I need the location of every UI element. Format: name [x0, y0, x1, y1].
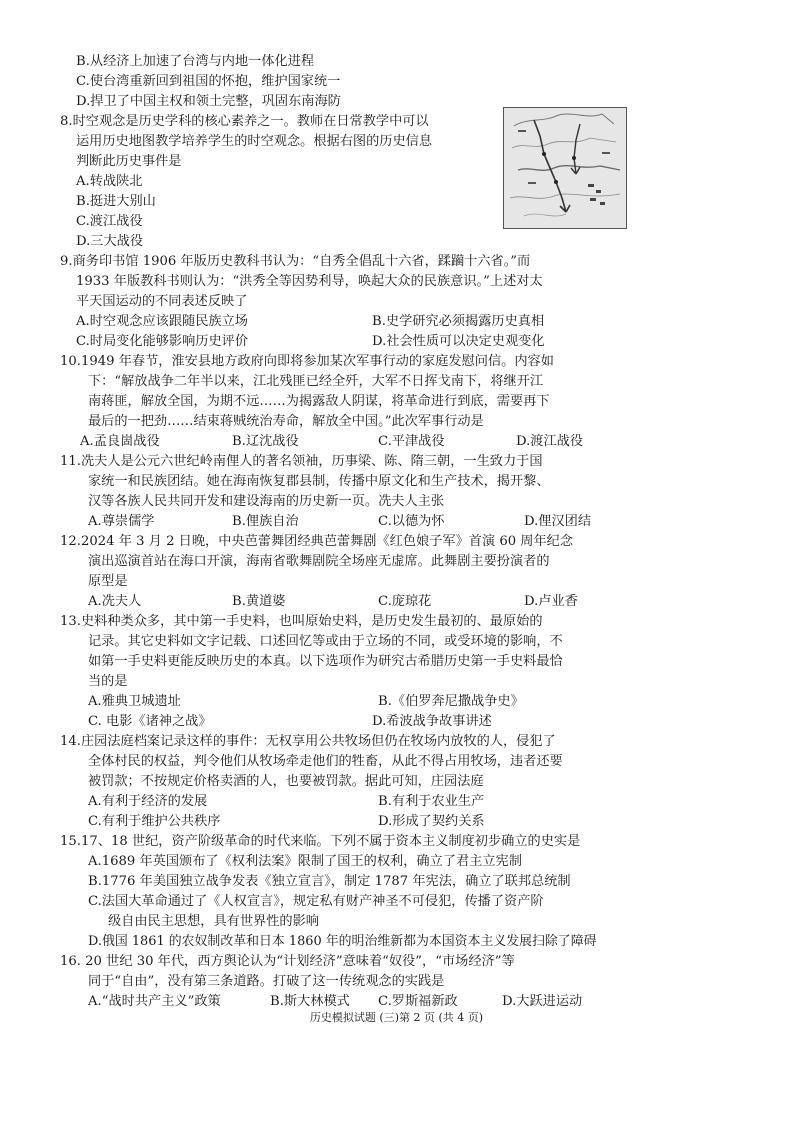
q7-option-b: B.从经济上加速了台湾与内地一体化进程	[76, 54, 315, 69]
q10-stem-line: 南蒋匪，解放全国，为期不远……为揭露敌人阴谋，将革命进行到底，需要再下	[88, 394, 550, 409]
q10-option-b: B.辽沈战役	[232, 434, 299, 449]
q14-option-a: A.有利于经济的发展	[88, 794, 208, 809]
q14-stem-line: 14.庄园法庭档案记录这样的事件：无权享用公共牧场但仍在牧场内放牧的人，侵犯了	[60, 734, 556, 749]
page-footer: 历史模拟试题 (三)第 2 页 (共 4 页)	[309, 1011, 484, 1024]
q16-option-b: B.斯大林模式	[270, 994, 350, 1009]
q9-stem-line: 9.商务印书馆 1906 年版历史教科书认为：“自秀全倡乱十六省，蹂躏十六省。”而	[60, 254, 531, 269]
q11-option-c: C.以德为怀	[378, 514, 445, 529]
q16-stem-line: 16. 20 世纪 30 年代，西方舆论认为“计划经济”意味着“奴役”，“市场经济”等	[60, 954, 515, 969]
q11-stem-line: 家统一和民族团结。她在海南恢复郡县制，传播中原文化和生产技术，揭开黎、	[88, 474, 550, 489]
q14-stem-line: 全体村民的权益，判令他们从牧场牵走他们的牲畜，从此不得占用牧场，违者还要	[88, 754, 563, 769]
q15-option-d: D.俄国 1861 的农奴制改革和日本 1860 年的明治维新都为本国资本主义发展扫除了障碍	[88, 934, 597, 949]
q12-stem-line: 演出巡演首站在海口开演，海南省歌舞剧院全场座无虚席。此舞剧主要扮演者的	[88, 554, 550, 569]
historical-map-image	[503, 107, 627, 229]
q14-option-c: C.有利于维护公共秩序	[88, 814, 221, 829]
q9-stem-line: 1933 年版教科书则认为：“洪秀全等因势利导，唤起大众的民族意识。”上述对太	[76, 274, 543, 289]
q13-stem-line: 13.史料种类众多，其中第一手史料，也叫原始史料，是历史发生最初的、最原始的	[60, 614, 543, 629]
q10-stem-line: 最后的一把劲……结束蒋贼统治寿命，解放全中国。”此次军事行动是	[88, 414, 484, 429]
q12-stem-line: 原型是	[88, 574, 128, 589]
q9-stem-line: 平天国运动的不同表述反映了	[76, 294, 248, 309]
q15-option-a: A.1689 年英国颁布了《权利法案》限制了国王的权利，确立了君主立宪制	[88, 854, 522, 869]
q16-stem-line: 同于“自由”，没有第三条道路。打破了这一传统观念的实践是	[88, 974, 445, 989]
q11-option-d: D.俚汉团结	[524, 514, 592, 529]
q15-option-b: B.1776 年美国独立战争发表《独立宣言》，制定 1787 年宪法，确立了联邦总统制	[88, 874, 571, 889]
q13-option-a: A.雅典卫城遗址	[88, 694, 181, 709]
q13-option-b: B.《伯罗奔尼撒战争史》	[378, 694, 524, 709]
q11-option-a: A.尊崇儒学	[88, 514, 155, 529]
q9-option-b: B.史学研究必须揭露历史真相	[372, 314, 545, 329]
q15-option-c: C.法国大革命通过了《人权宣言》，规定私有财产神圣不可侵犯，传播了资产阶	[88, 894, 544, 909]
q11-stem-line: 11.冼夫人是公元六世纪岭南俚人的著名领袖，历事梁、陈、隋三朝，一生致力于国	[60, 454, 543, 469]
q8-option-a: A.转战陕北	[76, 174, 143, 189]
q14-stem-line: 被罚款；不按规定价格卖酒的人，也要被罚款。据此可知，庄园法庭	[88, 774, 484, 789]
q8-stem-line: 运用历史地图教学培养学生的时空观念。根据右图的历史信息	[76, 134, 433, 149]
q14-option-b: B.有利于农业生产	[378, 794, 485, 809]
map-drawing	[504, 108, 626, 228]
q13-stem-line: 如第一手史料更能反映历史的本真。以下选项作为研究古希腊历史第一手史料最恰	[88, 654, 563, 669]
q10-stem-line: 10.1949 年春节，淮安县地方政府向即将参加某次军事行动的家庭发慰问信。内容如	[60, 354, 554, 369]
q15-stem-line: 15.17、18 世纪，资产阶级革命的时代来临。下列不属于资本主义制度初步确立的史实是	[60, 834, 581, 849]
q16-option-a: A.“战时共产主义”政策	[88, 994, 221, 1009]
q12-stem-line: 12.2024 年 3 月 2 日晚，中央芭蕾舞团经典芭蕾舞剧《红色娘子军》首演 60 周年纪念	[60, 534, 574, 549]
q10-option-c: C.平津战役	[378, 434, 445, 449]
q13-option-d: D.希波战争故事讲述	[372, 714, 492, 729]
q8-option-d: D.三大战役	[76, 234, 144, 249]
q9-option-a: A.时空观念应该跟随民族立场	[76, 314, 248, 329]
q16-option-c: C.罗斯福新政	[378, 994, 458, 1009]
q13-stem-line: 当的是	[88, 674, 128, 689]
q15-option-c-cont: 级自由民主思想，具有世界性的影响	[108, 914, 319, 929]
q9-option-d: D.社会性质可以决定史观变化	[372, 334, 545, 349]
q12-option-d: D.卢业香	[524, 594, 578, 609]
q14-option-d: D.形成了契约关系	[378, 814, 485, 829]
q10-option-d: D.渡江战役	[516, 434, 584, 449]
q8-option-b: B.挺进大别山	[76, 194, 156, 209]
q11-option-b: B.俚族自治	[232, 514, 299, 529]
q12-option-b: B.黄道婆	[232, 594, 286, 609]
q9-option-c: C.时局变化能够影响历史评价	[76, 334, 249, 349]
q13-option-c: C. 电影《诸神之战》	[88, 714, 212, 729]
q13-stem-line: 记录。其它史料如文字记载、口述回忆等或由于立场的不同，或受环境的影响，不	[88, 634, 563, 649]
q10-option-a: A.孟良崮战役	[80, 434, 160, 449]
q11-stem-line: 汉等各族人民共同开发和建设海南的历史新一页。冼夫人主张	[88, 494, 445, 509]
q7-option-c: C.使台湾重新回到祖国的怀抱，维护国家统一	[76, 74, 341, 89]
q12-option-c: C.庞琼花	[378, 594, 432, 609]
q8-stem-line: 判断此历史事件是	[76, 154, 182, 169]
q12-option-a: A.冼夫人	[88, 594, 142, 609]
q7-option-d: D.捍卫了中国主权和领土完整，巩固东南海防	[76, 94, 341, 109]
q16-option-d: D.大跃进运动	[502, 994, 583, 1009]
q8-option-c: C.渡江战役	[76, 214, 143, 229]
q8-stem-line: 8.时空观念是历史学科的核心素养之一。教师在日常教学中可以	[60, 114, 429, 129]
q10-stem-line: 下：“解放战争二年半以来，江北残匪已经全歼，大军不日挥戈南下，将继开江	[88, 374, 544, 389]
